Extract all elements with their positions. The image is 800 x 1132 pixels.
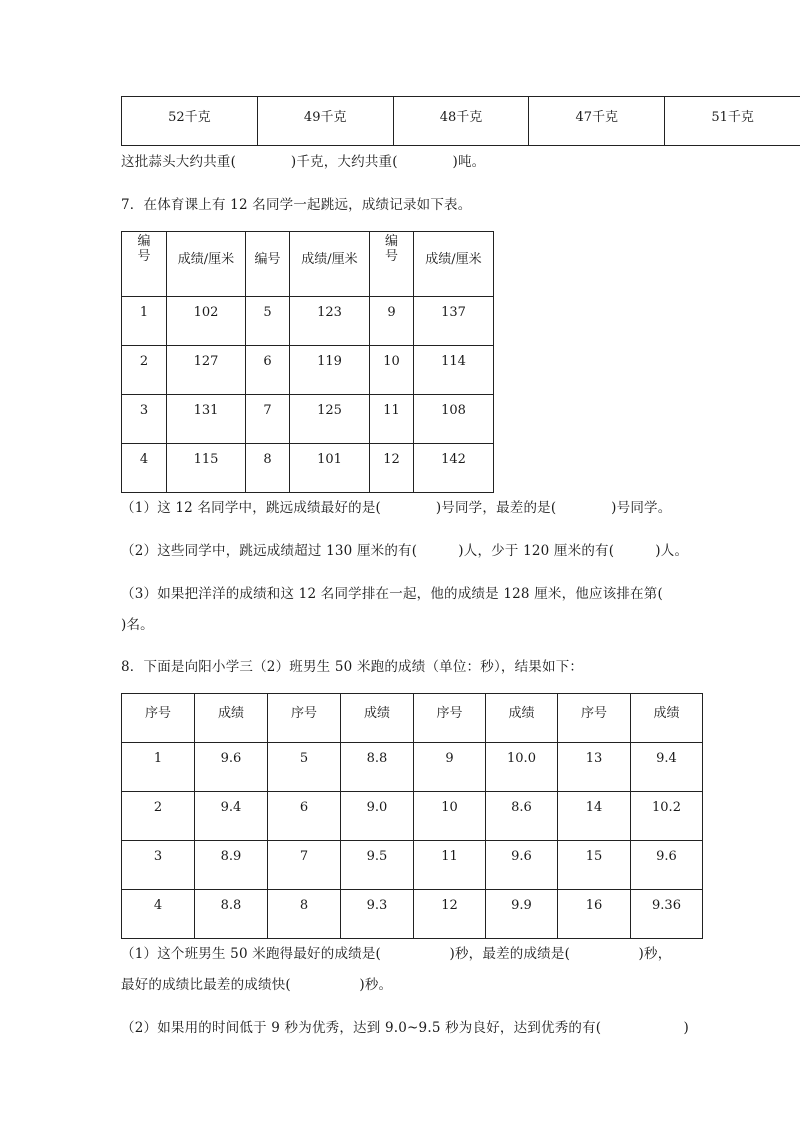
table-cell: 115 — [167, 444, 246, 493]
table-cell: 9.5 — [341, 841, 414, 890]
table-cell: 8.8 — [195, 890, 268, 939]
table-cell: 4 — [122, 444, 167, 493]
header-label: 编号 — [384, 234, 398, 264]
header-cell: 成绩/厘米 — [414, 232, 494, 297]
table-cell: 1 — [122, 743, 195, 792]
table-cell: 9.4 — [195, 792, 268, 841]
table-cell: 142 — [414, 444, 494, 493]
table-cell: 8.6 — [486, 792, 558, 841]
weight-cell: 47千克 — [529, 97, 665, 146]
table-row — [122, 395, 494, 444]
sprint-results-table — [121, 693, 703, 939]
table-row — [122, 444, 494, 493]
table-cell: 3 — [122, 395, 167, 444]
table-cell: 131 — [167, 395, 246, 444]
weight-cell: 52千克 — [122, 97, 258, 146]
table-row — [122, 346, 494, 395]
header-cell: 序号 — [558, 694, 631, 743]
table-cell: 2 — [122, 792, 195, 841]
table-row — [122, 792, 703, 841]
table-cell: 8.8 — [341, 743, 414, 792]
table-cell: 108 — [414, 395, 494, 444]
table-cell: 123 — [290, 297, 370, 346]
table-cell: 7 — [246, 395, 290, 444]
weight-cell: 49千克 — [257, 97, 393, 146]
q7-sub1: （1）这 12 名同学中，跳远成绩最好的是( )号同学，最差的是( )号同学。 — [121, 500, 672, 516]
table-cell: 5 — [268, 743, 341, 792]
table-cell: 10.0 — [486, 743, 558, 792]
table-cell: 1 — [122, 297, 167, 346]
table-cell: 11 — [370, 395, 414, 444]
table-row — [122, 841, 703, 890]
table-cell: 119 — [290, 346, 370, 395]
table-cell: 114 — [414, 346, 494, 395]
table-cell: 125 — [290, 395, 370, 444]
q8-sub1-line1: （1）这个班男生 50 米跑得最好的成绩是( )秒，最差的成绩是( )秒， — [121, 946, 672, 962]
weight-cell: 51千克 — [665, 97, 800, 146]
table-cell: 9.9 — [486, 890, 558, 939]
table-cell: 10.2 — [631, 792, 703, 841]
header-cell: 编号 — [246, 232, 290, 297]
table-cell: 9.6 — [631, 841, 703, 890]
weight-cell: 48千克 — [393, 97, 529, 146]
table-cell: 9.6 — [486, 841, 558, 890]
table-cell: 8.9 — [195, 841, 268, 890]
table-cell: 127 — [167, 346, 246, 395]
table-row — [122, 743, 703, 792]
table-cell: 9.4 — [631, 743, 703, 792]
header-cell: 序号 — [414, 694, 486, 743]
table-cell: 12 — [414, 890, 486, 939]
table-cell: 5 — [246, 297, 290, 346]
q8-sub2: （2）如果用的时间低于 9 秒为优秀，达到 9.0~9.5 秒为良好，达到优秀的有( ) — [121, 1020, 689, 1036]
header-cell: 成绩 — [631, 694, 703, 743]
header-cell: 成绩 — [195, 694, 268, 743]
q8-sub1-line2: 最好的成绩比最差的成绩快( )秒。 — [121, 977, 393, 993]
q8-title: 8．下面是向阳小学三（2）班男生 50 米跑的成绩（单位：秒），结果如下： — [121, 659, 584, 675]
header-cell: 成绩 — [486, 694, 558, 743]
table-row — [122, 890, 703, 939]
garlic-question: 这批蒜头大约共重( )千克，大约共重( )吨。 — [121, 154, 486, 170]
table-cell: 9.0 — [341, 792, 414, 841]
table-cell: 9 — [414, 743, 486, 792]
table-cell: 8 — [268, 890, 341, 939]
table-cell: 2 — [122, 346, 167, 395]
table-cell: 6 — [268, 792, 341, 841]
table-cell: 12 — [370, 444, 414, 493]
table-cell: 13 — [558, 743, 631, 792]
table-row — [122, 97, 800, 146]
header-cell: 成绩/厘米 — [290, 232, 370, 297]
table-cell: 101 — [290, 444, 370, 493]
table-cell: 137 — [414, 297, 494, 346]
q7-sub2: （2）这些同学中，跳远成绩超过 130 厘米的有( )人，少于 120 厘米的有( )人。 — [121, 543, 689, 559]
header-cell: 序号 — [268, 694, 341, 743]
table-cell: 6 — [246, 346, 290, 395]
header-cell: 序号 — [122, 694, 195, 743]
q7-sub3-line1: （3）如果把洋洋的成绩和这 12 名同学排在一起，他的成绩是 128 厘米，他应该排在第( — [121, 586, 663, 602]
table-cell: 14 — [558, 792, 631, 841]
header-label: 编号 — [137, 234, 151, 264]
table-header-row — [122, 232, 494, 297]
q7-sub3-line2: )名。 — [121, 617, 154, 633]
header-cell: 成绩/厘米 — [167, 232, 246, 297]
table-cell: 11 — [414, 841, 486, 890]
table-cell: 8 — [246, 444, 290, 493]
table-header-row — [122, 694, 703, 743]
garlic-weight-table — [121, 96, 800, 146]
long-jump-table — [121, 231, 494, 493]
table-cell: 4 — [122, 890, 195, 939]
table-cell: 9.36 — [631, 890, 703, 939]
table-cell: 3 — [122, 841, 195, 890]
table-cell: 15 — [558, 841, 631, 890]
q7-title: 7．在体育课上有 12 名同学一起跳远，成绩记录如下表。 — [121, 197, 472, 213]
table-cell: 9 — [370, 297, 414, 346]
table-cell: 10 — [370, 346, 414, 395]
table-cell: 16 — [558, 890, 631, 939]
table-cell: 7 — [268, 841, 341, 890]
table-cell: 10 — [414, 792, 486, 841]
header-cell: 成绩 — [341, 694, 414, 743]
table-cell: 102 — [167, 297, 246, 346]
table-cell: 9.3 — [341, 890, 414, 939]
table-cell: 9.6 — [195, 743, 268, 792]
table-row — [122, 297, 494, 346]
header-cell — [370, 232, 414, 297]
header-cell — [122, 232, 167, 297]
